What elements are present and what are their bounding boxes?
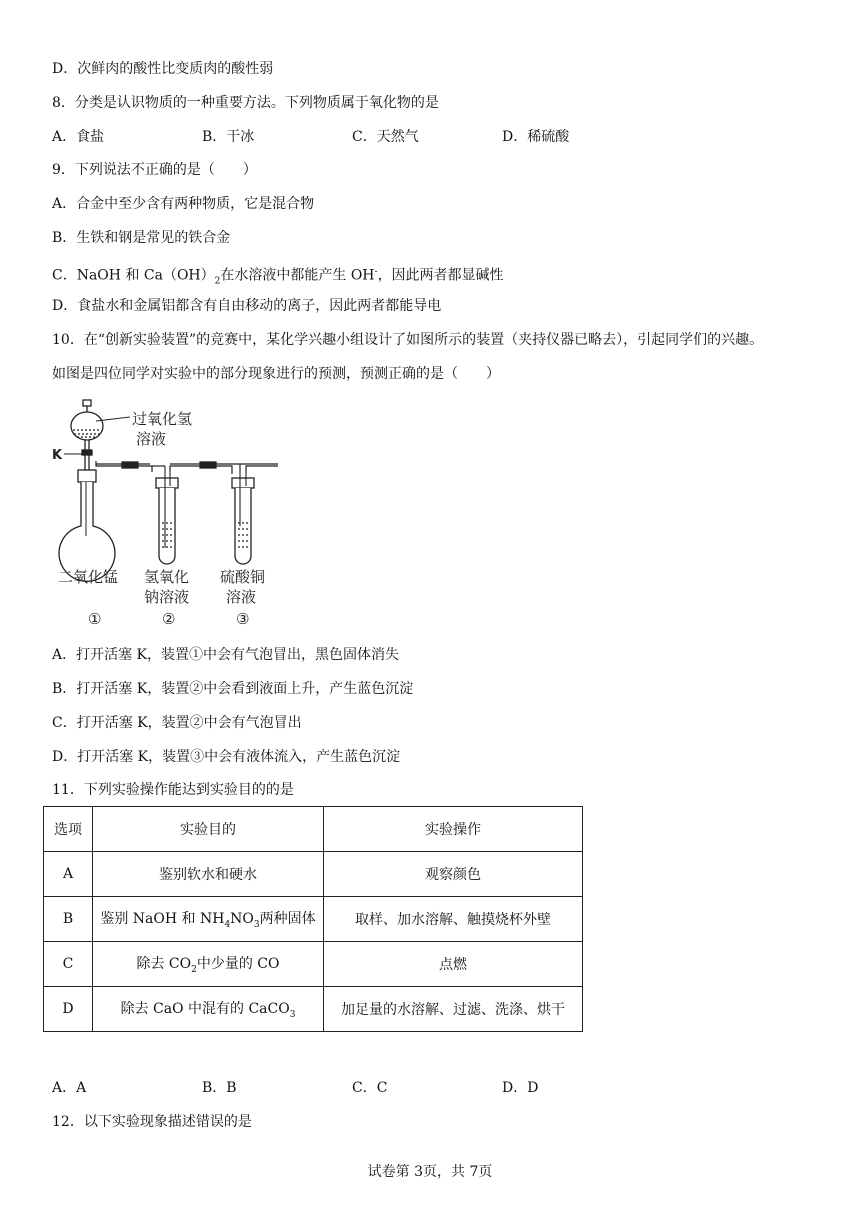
separatory-funnel bbox=[71, 400, 130, 470]
row-c-purpose bbox=[93, 942, 324, 987]
row-b-purpose-text-2: NO bbox=[230, 911, 254, 928]
q9-stem: 9．下列说法不正确的是（ ） bbox=[52, 162, 257, 178]
label-number-1: ① bbox=[88, 610, 102, 628]
test-tube-2 bbox=[156, 466, 178, 564]
q8-option-a: A．食盐 bbox=[52, 129, 105, 145]
q10-option-b: B．打开活塞 K，装置②中会看到液面上升，产生蓝色沉淀 bbox=[52, 681, 414, 697]
q11-option-b: B．B bbox=[202, 1080, 237, 1096]
q10-stem-line-1: 10．在“创新实验装置”的竞赛中，某化学兴趣小组设计了如图所示的装置（夹持仪器已略去），引起同学们的兴趣。 bbox=[52, 332, 764, 348]
row-d-option: D bbox=[44, 987, 93, 1032]
q8-stem: 8．分类是认识物质的一种重要方法。下列物质属于氧化物的是 bbox=[52, 95, 439, 111]
q10-option-c: C．打开活塞 K，装置②中会有气泡冒出 bbox=[52, 715, 302, 731]
row-c-option: C bbox=[44, 942, 93, 987]
q7-option-d: D．次鲜肉的酸性比变质肉的酸性弱 bbox=[52, 61, 274, 77]
connector-2 bbox=[200, 462, 216, 468]
row-b-option: B bbox=[44, 897, 93, 942]
row-b-purpose bbox=[93, 897, 324, 942]
q9-c-sub: 2 bbox=[214, 276, 221, 287]
q11-table bbox=[43, 806, 583, 1032]
connector-1 bbox=[122, 462, 138, 468]
q9-c-sup: - bbox=[374, 267, 378, 277]
row-c-purpose-sub-1: 2 bbox=[191, 964, 197, 975]
q8-option-b: B．干冰 bbox=[202, 129, 255, 145]
header-purpose: 实验目的 bbox=[93, 807, 324, 852]
table-header-row bbox=[44, 807, 583, 852]
tube3-label-line-2: 溶液 bbox=[226, 588, 257, 606]
row-b-purpose-text-3: 两种固体 bbox=[259, 911, 316, 928]
q9-c-text-1: C．NaOH 和 Ca（OH） bbox=[52, 267, 215, 284]
row-a-option: A bbox=[44, 852, 93, 897]
q10-stem-line-2: 如图是四位同学对实验中的部分现象进行的预测，预测正确的是（ ） bbox=[52, 366, 500, 382]
q9-c-text-3: ，因此两者都显碱性 bbox=[377, 267, 504, 284]
header-option: 选项 bbox=[44, 807, 93, 852]
row-b-purpose-sub-2: 3 bbox=[253, 919, 260, 930]
row-a-purpose: 鉴别软水和硬水 bbox=[93, 852, 324, 897]
tube2-label-line-2: 钠溶液 bbox=[144, 588, 190, 606]
row-d-purpose-sub-1: 3 bbox=[289, 1009, 296, 1020]
row-c-operation: 点燃 bbox=[324, 942, 583, 987]
q8-option-d: D．稀硫酸 bbox=[502, 129, 570, 145]
q11-option-a: A．A bbox=[52, 1080, 87, 1096]
q9-option-d: D．食盐水和金属铝都含有自由移动的离子，因此两者都能导电 bbox=[52, 298, 442, 314]
q9-option-b: B．生铁和钢是常见的铁合金 bbox=[52, 230, 231, 246]
q11-stem: 11．下列实验操作能达到实验目的的是 bbox=[52, 782, 294, 798]
row-a-operation: 观察颜色 bbox=[324, 852, 583, 897]
page-footer: 试卷第 3页，共 7页 bbox=[367, 1164, 493, 1180]
q10-option-a: A．打开活塞 K，装置①中会有气泡冒出，黑色固体消失 bbox=[52, 647, 400, 663]
table-row bbox=[44, 852, 583, 897]
q8-option-c: C．天然气 bbox=[352, 129, 419, 145]
row-b-purpose-sub-1: 4 bbox=[224, 919, 231, 930]
funnel-label-line-1: 过氧化氢 bbox=[132, 410, 193, 428]
q9-option-a: A．合金中至少含有两种物质，它是混合物 bbox=[52, 196, 315, 212]
header-operation: 实验操作 bbox=[324, 807, 583, 852]
funnel-label-line-2: 溶液 bbox=[136, 430, 167, 448]
tube2-label-line-1: 氢氧化 bbox=[144, 568, 190, 586]
table-row bbox=[44, 897, 583, 942]
table-row bbox=[44, 942, 583, 987]
row-c-purpose-text-1: 除去 CO bbox=[136, 956, 192, 973]
flask-1 bbox=[59, 470, 115, 581]
q10-option-d: D．打开活塞 K，装置③中会有液体流入，产生蓝色沉淀 bbox=[52, 749, 401, 765]
q12-stem: 12．以下实验现象描述错误的是 bbox=[52, 1114, 252, 1130]
row-b-operation: 取样、加水溶解、触摸烧杯外壁 bbox=[324, 897, 583, 942]
q9-c-text-2: 在水溶液中都能产生 OH bbox=[220, 267, 375, 284]
row-b-purpose-text-1: 鉴别 NaOH 和 NH bbox=[100, 911, 225, 928]
label-number-2: ② bbox=[162, 610, 176, 628]
test-tube-3 bbox=[232, 472, 254, 564]
valve-label: K bbox=[52, 448, 63, 463]
q9-option-c bbox=[52, 262, 504, 291]
q11-option-c: C．C bbox=[352, 1080, 388, 1096]
apparatus-diagram bbox=[52, 398, 292, 628]
row-d-operation: 加足量的水溶解、过滤、洗涤、烘干 bbox=[324, 987, 583, 1032]
row-c-purpose-text-2: 中少量的 CO bbox=[196, 956, 280, 973]
table-row bbox=[44, 987, 583, 1032]
flask-label: 二氧化锰 bbox=[58, 568, 119, 586]
label-number-3: ③ bbox=[236, 610, 250, 628]
tube3-label-line-1: 硫酸铜 bbox=[220, 568, 266, 586]
q11-option-d: D．D bbox=[502, 1080, 539, 1096]
row-d-purpose-text-1: 除去 CaO 中混有的 CaCO bbox=[120, 1001, 290, 1018]
row-d-purpose bbox=[93, 987, 324, 1032]
